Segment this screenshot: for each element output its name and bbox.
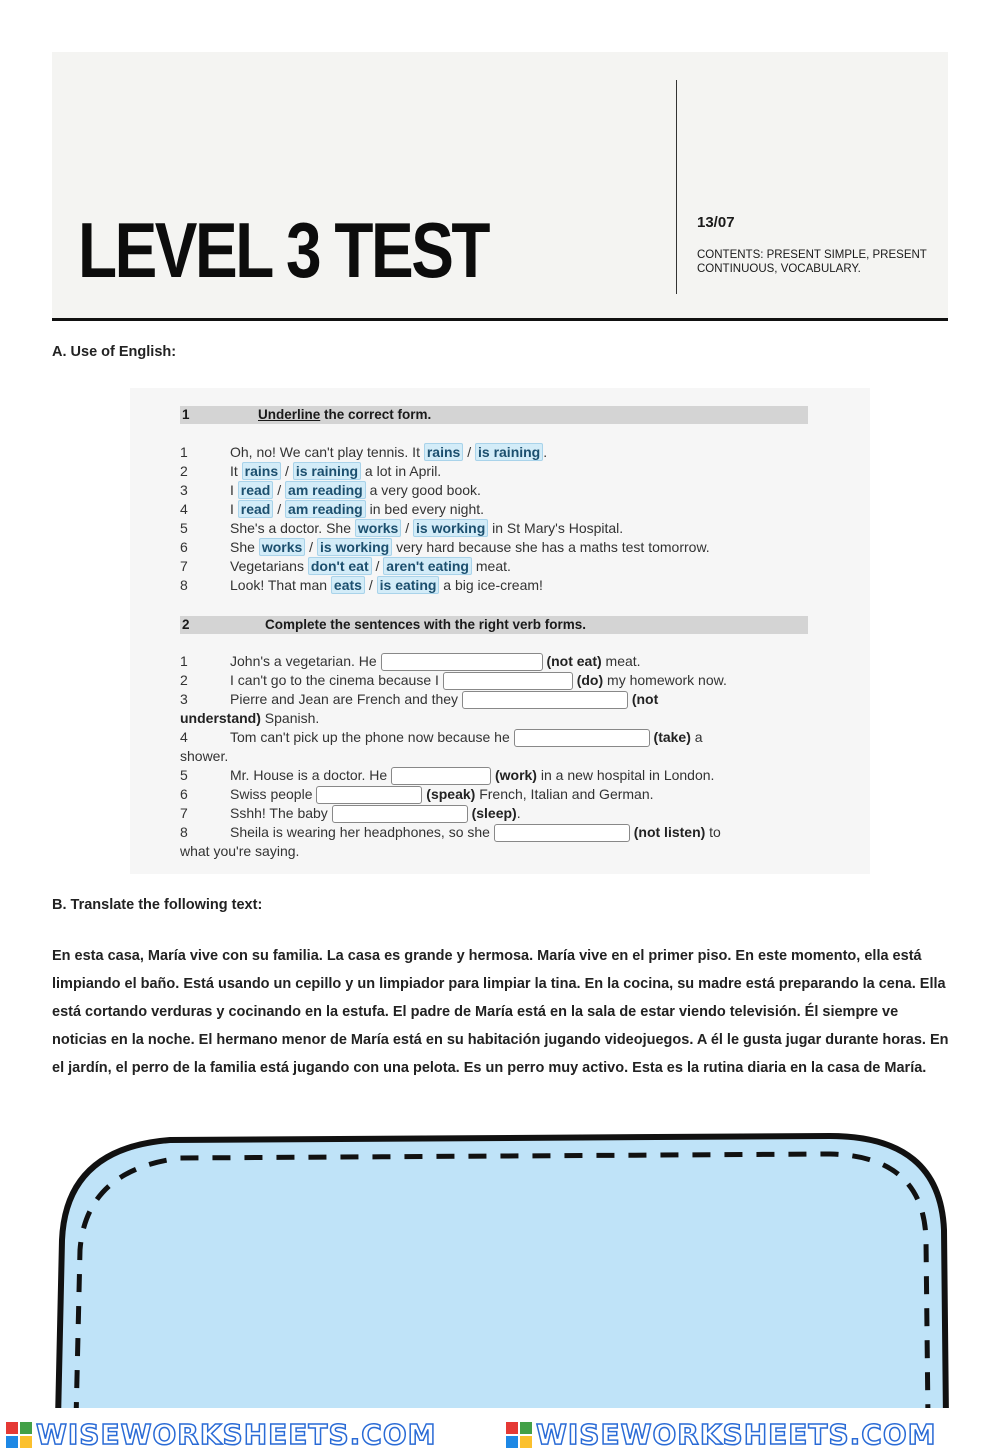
answer-box-outline: [58, 1136, 946, 1410]
option-a[interactable]: read: [238, 481, 274, 499]
item-number: 3: [180, 482, 188, 498]
page-title: LEVEL 3 TEST: [78, 206, 489, 294]
option-a[interactable]: works: [355, 519, 401, 537]
exercise2-instruction: Complete the sentences with the right verb forms.: [265, 617, 587, 632]
answer-input[interactable]: [443, 672, 573, 690]
item-sentence: Tom can't pick up the phone now because he (take) a: [230, 729, 703, 747]
item-number: 6: [180, 539, 188, 555]
item-sentence: Swiss people (speak) French, Italian and German.: [230, 786, 654, 804]
item-number: 1: [180, 653, 188, 669]
header-rule: [52, 318, 948, 321]
exercise2-header: [180, 616, 808, 634]
option-b[interactable]: is working: [413, 519, 488, 537]
translation-text: En esta casa, María vive con su familia. La casa es grande y hermosa. María vive en el primer piso. En este momento, ella está limpiando el baño. Está usando un cepillo y un limpiador para limpiar la tina. En la cocina, su madre está preparando la cena. Ella está cortando verduras y cocinando en la estufa. El padre de María está en la sala de estar viendo televisión. Él siempre ve noticias en la noche. El hermano menor de María está en su habitación jugando videojuegos. A él le gusta jugar durante horas. En el jardín, el perro de la familia está jugando con una pelota. Es un perro muy activo. Esta es la rutina diaria en la casa de María.: [52, 948, 949, 1076]
option-b[interactable]: is raining: [293, 462, 361, 480]
item-sentence: I can't go to the cinema because I (do) my homework now.: [230, 672, 727, 690]
exercise1-instruction: Underline the correct form.: [258, 407, 432, 422]
answer-box[interactable]: [0, 1120, 1000, 1410]
item-number: 6: [180, 786, 188, 802]
item-number: 4: [180, 501, 188, 517]
item-number: 5: [180, 520, 188, 536]
item-sentence: I read / am reading a very good book.: [230, 482, 481, 498]
item-sentence: John's a vegetarian. He (not eat) meat.: [230, 653, 641, 671]
item-number: 4: [180, 729, 188, 745]
exercise1-number: 1: [182, 407, 190, 422]
option-a[interactable]: rains: [242, 462, 281, 480]
item-sentence: Look! That man eats / is eating a big ice-cream!: [230, 577, 543, 593]
item-sentence: Sheila is wearing her headphones, so she (not listen) to: [230, 824, 721, 842]
option-b[interactable]: am reading: [285, 481, 366, 499]
option-b[interactable]: is working: [317, 538, 392, 556]
item-sentence: I read / am reading in bed every night.: [230, 501, 485, 517]
item-sentence: Oh, no! We can't play tennis. It rains / is raining .: [230, 444, 548, 460]
footer-watermark: [0, 1408, 1000, 1456]
watermark-logo-icon: [506, 1422, 532, 1448]
test-contents: CONTENTS: PRESENT SIMPLE, PRESENT CONTINUOUS, VOCABULARY.: [697, 249, 927, 275]
item-number: 3: [180, 691, 188, 707]
answer-input[interactable]: [381, 653, 543, 671]
item-sentence: Vegetarians don't eat / aren't eating meat.: [230, 558, 511, 574]
exercise2-number: 2: [182, 617, 190, 632]
item-sentence: what you're saying.: [180, 843, 300, 859]
section-b-heading: B. Translate the following text:: [52, 897, 263, 913]
item-number: 8: [180, 824, 188, 840]
header-divider: [676, 80, 677, 294]
option-b[interactable]: is raining: [475, 443, 543, 461]
exercise1-header: [180, 406, 808, 424]
item-sentence: understand) Spanish.: [180, 710, 320, 726]
option-a[interactable]: don't eat: [308, 557, 372, 575]
item-sentence: It rains / is raining a lot in April.: [230, 463, 442, 479]
option-b[interactable]: am reading: [285, 500, 366, 518]
answer-input[interactable]: [462, 691, 628, 709]
exercise-image: [130, 388, 870, 874]
item-number: 5: [180, 767, 188, 783]
section-a-heading: A. Use of English:: [52, 344, 177, 360]
test-date: 13/07: [697, 214, 735, 231]
item-sentence: Mr. House is a doctor. He (work) in a new hospital in London.: [230, 767, 714, 785]
option-a[interactable]: eats: [331, 576, 365, 594]
item-sentence: Pierre and Jean are French and they (not: [230, 691, 658, 709]
item-sentence: She works / is working very hard because she has a maths test tomorrow.: [230, 539, 710, 555]
answer-input[interactable]: [316, 786, 422, 804]
option-b[interactable]: aren't eating: [383, 557, 472, 575]
option-b[interactable]: is eating: [377, 576, 440, 594]
option-a[interactable]: read: [238, 500, 274, 518]
item-number: 1: [180, 444, 188, 460]
item-number: 7: [180, 558, 188, 574]
answer-input[interactable]: [494, 824, 630, 842]
item-number: 2: [180, 672, 188, 688]
item-number: 2: [180, 463, 188, 479]
item-number: 8: [180, 577, 188, 593]
watermark-text: WISEWORKSHEETS.COM: [536, 1418, 937, 1451]
answer-input[interactable]: [332, 805, 468, 823]
answer-input[interactable]: [514, 729, 650, 747]
option-a[interactable]: works: [259, 538, 305, 556]
watermark-logo-icon: [6, 1422, 32, 1448]
answer-input[interactable]: [391, 767, 491, 785]
answer-box-frame: [0, 1120, 1000, 1410]
item-sentence: She's a doctor. She works / is working in St Mary's Hospital.: [230, 520, 624, 536]
watermark-text: WISEWORKSHEETS.COM: [36, 1418, 437, 1451]
option-a[interactable]: rains: [424, 443, 463, 461]
item-number: 7: [180, 805, 188, 821]
item-sentence: shower.: [180, 748, 229, 764]
item-sentence: Sshh! The baby (sleep).: [230, 805, 521, 823]
